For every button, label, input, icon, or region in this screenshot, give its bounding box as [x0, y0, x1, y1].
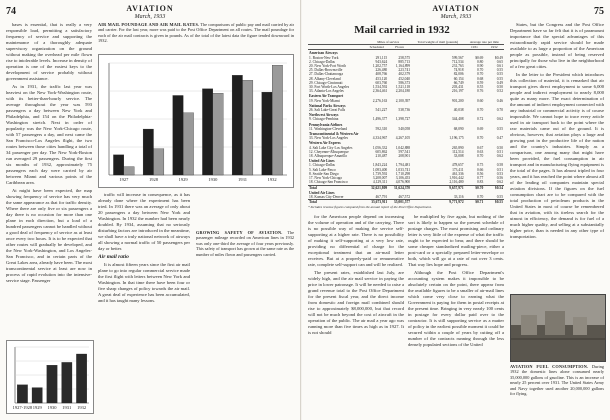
table-cell: 5. Salt Lake-Pasco: [309, 167, 336, 172]
issue-date: March, 1933: [440, 14, 472, 20]
magazine-name: AVIATION: [126, 4, 174, 13]
table-cell: 1,202,757: [372, 64, 388, 69]
table-cell: 402,379: [398, 72, 411, 77]
table-cell: 1,033,741: [395, 167, 411, 172]
table-cell: 541,227: [375, 108, 388, 113]
chart-bar: [173, 95, 183, 175]
table-cell: 0.62: [496, 180, 503, 185]
fuel-photo: [510, 294, 606, 362]
table-total-row: [308, 200, 504, 205]
paragraph: As in 1931, the traffic last year was heaviest on the New York-Washington route, with its better-than-hourly service. The average throughout the year was 593 passengers a day between New York and Philadelphia, and 154 on the Philadelphia-Washington stretch. Next in order of popularity was the New York-Chicago route, with 57 passengers a day, and next came the San Francisco-Los Angeles flight, the two routes between those cities handling a total of 34 passenger per day. The New York-Boston run averaged 29 passengers. During the first six months of 1932, approximately 75 passengers each day were carried by air between Miami and various points of the Caribbean area.: [6, 84, 92, 185]
chart-bar: [47, 365, 57, 403]
table-cell: 461,336: [451, 171, 464, 176]
table-cell: 0.51: [496, 167, 503, 172]
table-cell: 1,196,175: [449, 136, 464, 141]
table-cell: 0.68: [476, 76, 484, 81]
table-cell: 4,334,967: [372, 136, 388, 141]
tick-label: 1929: [32, 405, 42, 410]
page-number-right: 75: [594, 6, 604, 17]
tank-shape: [521, 315, 537, 335]
table-section-label: Transcontinental & Western Air: [309, 132, 359, 137]
mail-poundage-chart: [98, 54, 294, 188]
table-cell: 0.59: [476, 80, 484, 85]
table-cell: 605,862: [375, 149, 388, 154]
table-cell: 33. Atlanta-Los Angeles: [309, 89, 344, 94]
table-cell: 712,534: [451, 59, 464, 64]
chart-bar: [262, 92, 272, 175]
table-cell: $0.49: [494, 55, 503, 60]
safety-caption: [196, 230, 294, 276]
table-cell: 20. New York-Fort Worth: [309, 64, 346, 69]
mail-table: [308, 40, 504, 204]
table-cell: 0.70: [476, 154, 484, 159]
table-cell: 4. Salt Lake City-Los Angeles: [309, 145, 353, 150]
safety-chart: [6, 340, 94, 414]
magazine-name: AVIATION: [432, 4, 480, 13]
table-cell: 291,115: [375, 55, 388, 60]
table-cell: 0.47: [496, 136, 503, 141]
table-cell: 4,076,900: [395, 180, 411, 185]
chart-bar: [113, 155, 123, 175]
chart-bar: [32, 388, 42, 403]
table-cell: 18. Chicago-San Francisco: [309, 180, 348, 185]
table-cell: 0.80: [476, 59, 484, 64]
table-cell: 18. Albuquerque-Amarillo: [309, 154, 348, 159]
paragraph: The present rates, established last July, are widely high, and the air mail service in paying the price in lower patronage. It will be needed to raise a grand revenue total to the Post Office Department for the present fiscal year, and the direct income from domestic and foreign mail combined should rise to approximately $8,000,000, but that record will not be much beyond the cost of aircraft in the operation of the public. The air mail a year ago was running more than five times as high as in 1927. It is not should: [308, 270, 404, 335]
right-column-2: [408, 214, 504, 412]
table-cell: 0.70: [476, 136, 484, 141]
table-cell: 4,267,105: [395, 136, 411, 141]
table-cell: 540,058: [398, 126, 411, 131]
table-cell: 68,090: [453, 126, 464, 131]
table-header: Total weight of mail (pounds): [411, 40, 465, 45]
table-cell: 478,657: [451, 163, 464, 168]
table-cell: 18. Kansas City-Denver: [309, 194, 344, 199]
fuel-caption-title: AVIATION FUEL CONSUMPTION.: [510, 364, 589, 369]
tick-label: 1930: [208, 177, 218, 182]
table-cell: 29. Chicago-Cincinnati: [309, 80, 343, 85]
table-cell: 1,496,377: [372, 117, 388, 122]
table-cell: 1,083,400: [372, 167, 388, 172]
table-cell: 1,843,224: [372, 163, 388, 168]
table-cell: 0.75: [476, 163, 484, 168]
table-cell: 0.55: [496, 126, 503, 131]
table-cell: 901,200: [451, 98, 464, 103]
chart-bar: [213, 93, 223, 175]
table-cell: 33,008: [453, 154, 464, 159]
table-subheader: Scheduled: [365, 45, 388, 50]
page-number-left: 74: [6, 6, 16, 17]
table-cell: 0.61: [496, 64, 503, 69]
table-cell: 1,916,442: [449, 176, 464, 181]
table-cell: 11. Washington-Cleveland: [309, 126, 348, 131]
table-subheader: Flown: [388, 45, 411, 50]
table-section-label: Eastern Air Transport: [309, 94, 344, 99]
right-page: [302, 0, 610, 420]
table-cell: 17. New York-Chicago: [309, 176, 343, 181]
table-cell: 0.65: [496, 59, 503, 64]
table-cell: $0.70: [465, 185, 485, 190]
table-cell: 1,794,481: [395, 163, 411, 168]
table-cell: 2,276,163: [372, 98, 388, 103]
table-cell: 0.66: [476, 167, 484, 172]
table-cell: 32,621,809: [365, 185, 388, 190]
table-cell: 40,038: [453, 108, 464, 113]
tick-label: 1927-1928: [12, 405, 33, 410]
table-cell: 4,129,311: [372, 180, 388, 185]
tank-shape: [545, 311, 565, 335]
chart-caption: [98, 22, 294, 50]
paragraph: It is almost fifteen years since the first air mail plane to go into regular commercial service made the first flight with letters between New York and Washington. In that time there have been four or five sharp changes of policy towards the air mail. A great deal of experience has been accumulated, and it has taught many lessons.: [98, 262, 190, 303]
table-cell: 25. Dallas-Brownsville: [309, 68, 343, 73]
table-cell: 8. Seattle-San Diego: [309, 171, 339, 176]
fuel-caption-body: During 1932 the domestic lines alone consumed nearly 35,000,000 gallons of gasoline. This is an increase of nearly 25 percent over 1931. The United States Army and Navy together used another 20,000,000 gallons for flying.: [510, 364, 604, 397]
table-cell: 0.70: [476, 68, 484, 73]
table-cell: 599,567: [451, 55, 464, 60]
safety-caption-title: GROWING SAFETY OF AVIATION.: [196, 230, 283, 235]
table-cell: 203,431: [451, 85, 464, 90]
table-cell: 30. Fort Worth-Los Angeles: [309, 85, 350, 90]
table-section-label: American Airways: [309, 51, 338, 56]
table-cell: 0.50: [496, 85, 503, 90]
table-cell: 0.51: [496, 149, 503, 154]
table-cell: 0.55: [496, 68, 503, 73]
table-cell: 0.70: [476, 72, 484, 77]
table-header: Miles of service: [365, 40, 411, 45]
table-cell: $0.54: [484, 185, 504, 190]
section-subhead: Air mail ratio: [98, 254, 129, 260]
table-cell: 258,575: [398, 55, 411, 60]
table-cell: Total: [308, 185, 365, 190]
table-cell: 1,521,118: [395, 85, 411, 90]
table-cell: 223,741: [398, 68, 411, 73]
table-cell: 453,120: [375, 76, 388, 81]
chart-bar: [76, 354, 86, 403]
table-cell: 33. New York-Los Angeles: [309, 136, 349, 141]
table-cell: 885,713: [398, 59, 411, 64]
table-cell: 0.46: [496, 98, 503, 103]
table-cell: 0.62: [496, 117, 503, 122]
table-cell: 9. Chicago-Pembina: [309, 117, 339, 122]
table-cell: 1,056,332: [372, 145, 388, 150]
table-cell: 173,411: [452, 167, 464, 172]
table-subheader: 1932: [484, 45, 504, 50]
paragraph: At might have been expected, the map showing frequency of service has very much the same appearance as that for traffic density. Where there are only five or six passengers a day there is no occasion for more than one plane in each direction, but a load of a hundred passengers cannot be handled without a good deal of frequency of service as at least once every two hours. It is to be expected that other routes will gradually be developed, and the New York-Washington, and Los Angeles-San Francisco, and in certain parts of the Great Lakes area, already have been. The most transcontinental service at least are now in process of rapid evolution into the intensive-service stage. Passenger: [6, 188, 92, 283]
table-cell: 265,890: [451, 145, 464, 150]
tick-label: 1932: [77, 405, 87, 410]
tick-label: 1930: [47, 405, 57, 410]
table-cell: $0.55: [484, 200, 504, 205]
running-head-right: [302, 5, 610, 21]
table-cell: 60,154: [453, 76, 464, 81]
chart-bar: [272, 65, 282, 175]
table-cell: 344,408: [451, 117, 464, 122]
table-cell: 0.62: [496, 154, 503, 159]
table-cell: 467,791: [375, 194, 388, 199]
table-cell: 0.53: [496, 171, 503, 176]
fuel-caption: [510, 364, 604, 414]
paragraph: be multiplied by five again, but nothing of the sort is likely to happen so the present schedule of postage charges. The most promising and ordinary letter is very little of the expense of what the traffic ought to be expected to bear, and there should be some cheaper standardized mailing-piece, either a post-card or a specially prepared letter-envelope or both, which will go at a rate of not over 3 cents. That way lies hope and progress.: [408, 214, 504, 267]
table-cell: 82,006: [453, 72, 464, 77]
table-cell: $0.69: [475, 55, 484, 60]
table-cell: 2,116,480: [449, 180, 464, 185]
table-cell: 0.55: [496, 76, 503, 81]
table-cell: 0.55: [496, 194, 503, 199]
paragraph: for the American people depend on increasing the volume of operation and of the carrying. There is no possible way of making the service self-supporting at a higher rate. There is no possibility of making it self-supporting at a very low rate, providing no differential of charge for the exceptional treatment that an air-mail letter receives. But at a properly-paid or remunerative rate, complete self-support can and will be realized.: [308, 214, 404, 267]
safety-chart-svg: [7, 341, 93, 413]
table-cell: 0.70: [476, 108, 484, 113]
table-cell: 2. Chicago-Dallas: [309, 59, 335, 64]
table-header: Average rate per mile: [465, 40, 504, 45]
table-cell: 19. New York-Miami: [309, 98, 340, 103]
table-cell: 0.58: [496, 163, 503, 168]
chart-bar: [154, 149, 164, 175]
table-cell: 35,001,577: [388, 200, 411, 205]
article-title: Mail carried in 1932: [354, 24, 450, 36]
chart-bar: [17, 385, 27, 403]
table-cell: 1,534,592: [372, 85, 388, 90]
table-cell: 27. Dallas-Chattanooga: [309, 72, 343, 77]
table-cell: 26. Salt Lake-Great Falls: [309, 108, 346, 113]
table-cell: 1. Boston-New York: [309, 55, 339, 60]
table-cell: 452,040: [398, 76, 411, 81]
table-cell: 943,624: [375, 59, 388, 64]
table-cell: 2,364,461: [372, 89, 388, 94]
table-cell: 0.60: [476, 98, 484, 103]
table-cell: 33,116: [453, 194, 464, 199]
table-cell: 208,901: [398, 154, 411, 159]
tick-label: 1931: [238, 177, 247, 182]
table-cell: 0.50: [496, 145, 503, 150]
table-cell: 112,514: [452, 149, 464, 154]
table-cell: 0.56: [476, 171, 484, 176]
table-cell: Total: [308, 200, 365, 205]
table-cell: 31,624,370: [388, 185, 411, 190]
table-cell: 231,763: [451, 64, 464, 69]
table-cell: 35,673,911: [365, 200, 388, 205]
table-cell: 592,310: [375, 126, 388, 131]
chart-bar: [243, 80, 253, 175]
chart-bar: [124, 167, 134, 175]
table-cell: 1,042,888: [395, 145, 411, 150]
tick-label: 1928: [149, 177, 158, 182]
table-section-label: Western Air Express: [309, 141, 341, 146]
table-section-label: Pennsylvania Airlines: [309, 122, 343, 127]
table-cell: 66,749: [453, 80, 464, 85]
fuel-tanks-illustration: [511, 295, 605, 361]
table-cell: 0.49: [496, 80, 503, 85]
table-cell: 226,480: [375, 68, 388, 73]
paragraph: States, but the Congress and the Post Office Department have so far felt that it is of paramount importance that the special advantages of this extraordinarily rapid service should be made available to as large a proportion of the American people as possible, instead of being reserved principally for those who live in the neighborhood of a few great cities.: [510, 22, 604, 69]
table-cell: 538,736: [398, 108, 411, 113]
tick-label: 1929: [178, 177, 188, 182]
table-cell: 74,918: [453, 68, 464, 73]
issue-date: March, 1933: [134, 14, 166, 20]
table-cell: 3,106,453: [395, 176, 411, 181]
safety-caption-body: The passenger mileage recorded on American lines in 1932 was only one-third the average of four years previously. This safety of transport has grown at the same rate as the number of miles flown and passengers carried.: [196, 230, 294, 257]
tick-label: 1932: [267, 177, 277, 182]
paragraph: bases is essential, that is really a very responsible load, permitting a satisfactory frequency of service and supporting the maintenance of a thoroughly adequate supervisory organization on the ground without making the overhead per mile flown rise to intolerable levels. Increase in density of operation is one of the easiest keys to the development of service probably without government assistance.: [6, 22, 92, 81]
table-cell: 210,487: [375, 154, 388, 159]
table-footnote: * Includes revenue figures computed from the annual report of the Post Office Department.: [308, 205, 432, 209]
chart-bar: [143, 129, 153, 175]
left-column-3: [98, 192, 190, 412]
tick-label: 1927: [119, 177, 129, 182]
table-cell: 1. Chicago-Dallas: [309, 163, 335, 168]
right-column-3: [510, 22, 604, 290]
table-cell: 0.90: [476, 64, 484, 69]
chart-caption-title: AIR MAIL POUNDAGE AND AIR MAIL RATES.: [98, 22, 200, 27]
table-cell: 0.70: [476, 194, 484, 199]
table-cell: 0.77: [476, 176, 484, 181]
left-page: [0, 0, 301, 420]
running-head-left: [0, 5, 300, 21]
chart-bar: [232, 75, 242, 175]
chart-bar: [62, 362, 72, 403]
table-cell: 28. Albany-Cleveland: [309, 76, 341, 81]
table-cell: 0.52: [496, 89, 503, 94]
table-cell: 408,766: [375, 72, 388, 77]
table-cell: 0.83: [476, 180, 484, 185]
chart-bar: [183, 113, 193, 175]
table-cell: $0.71: [465, 200, 485, 205]
table-cell: 467,572: [398, 194, 411, 199]
table-cell: 1,739,592: [372, 171, 388, 176]
table-cell: 0.55: [476, 85, 484, 90]
chart-bar: [202, 89, 212, 175]
table-cell: 12. Cheyenne-Albuquerque: [309, 149, 349, 154]
table-cell: 1,164,899: [395, 64, 411, 69]
table-section-label: United Air Lines: [309, 159, 335, 164]
paragraph: Although the Post Office Department's accounting system makes it impossible to be absolutely certain on the point, there appear from the available figures to be a smaller of air-mail lines which come very close to earning what the Government is paying for them in postal receipts at the present time. Bringing in very nearly 100 cents in postage for every dollar paid over to the contractor. It is still supporting service as a matter of policy in the earliest possible moment it could be secured within a couple of years by cutting off a number of the contracts running through the less densely populated sections of the United: [408, 270, 504, 347]
table-cell: 9,657,971: [411, 185, 465, 190]
table-cell: 0.67: [476, 145, 484, 150]
table-cell: 2,100,397: [395, 98, 411, 103]
table-cell: 0.72: [476, 117, 484, 122]
table-cell: 2,204,180: [395, 89, 411, 94]
table-cell: 603,760: [375, 80, 388, 85]
right-column-1: [308, 214, 404, 412]
tick-label: 1931: [62, 405, 72, 410]
table-cell: United Air Lines: [309, 190, 335, 195]
table-cell: 597,541: [398, 149, 411, 154]
paragraph: In the letter to the President which introduces this collection of material, it is remarked that air transport gives direct employment to some 6,000 people and indirect employment to nearly 8,000 quite as many more. The exact determination of the amount of indirect employment connected with any industrial or commercial activity is of course impossible. We cannot hope to trace every article used in air transport back to the point where the raw materials came out of the ground. It is obvious, however, that aviation plays a large and growing part in the productive life of the nation and the country's industries. Simply as a comparison, one among many that might have been provided, the fuel consumption in air transport and in manufacturing flying equipment is the total of the pages. It has almost tripled in four years, and it has reached the point where almost all of the leading oil companies maintain special aviation divisions. If the figures on the fuel consumption chart are to be compared with the total production of petroleum products in the United States in most of course be remembered that in aviation, with its tireless search for the utmost in efficiency, the demand is for fuel of a much higher quality, and selling at a substantially higher price, than is needed in any other type of transportation.: [510, 72, 604, 239]
tank-shape: [573, 317, 587, 335]
paragraph: traffic will increase in consequence, as it has already done where the experiment has been tried. In 1931 there was an average of only about 20 passengers a day between New York and Washington. In 1932 the number had been nearly doubled. By 1934, assuming that no seriously disturbing factors are introduced in the meantime, we shall have a truly national network of airways all showing a normal traffic of 50 passengers per day or better.: [98, 192, 190, 251]
table-cell: 3,208,007: [372, 176, 388, 181]
table-cell: 0.56: [496, 176, 503, 181]
table-subheader: 1931: [465, 45, 485, 50]
chart-caption-body: The comparisons of public pay and mail carried by air and carrier. For the last year, more was paid to the Post Office Department on all routes. The mail poundage for each of the air mail contracts is given in pounds. As of the total of the latest data the figure tended downward in 1932.: [98, 22, 294, 44]
table-cell: 0.70: [496, 108, 503, 113]
table-section-label: National Parks Airways: [309, 103, 346, 108]
table-cell: 1,398,727: [395, 117, 411, 122]
table-cell: 0.63: [476, 149, 484, 154]
table-cell: 0.55: [496, 72, 503, 77]
table-cell: 0.76: [476, 89, 484, 94]
table-cell: 586,373: [398, 80, 411, 85]
table-cell: 216,197: [451, 89, 464, 94]
table-cell: 0.69: [476, 126, 484, 131]
table-cell: 9,771,972: [411, 200, 465, 205]
table-section-label: Northwest Airways: [309, 113, 339, 118]
mail-poundage-chart-svg: [99, 55, 293, 187]
table-cell: 1,710,298: [395, 171, 411, 176]
